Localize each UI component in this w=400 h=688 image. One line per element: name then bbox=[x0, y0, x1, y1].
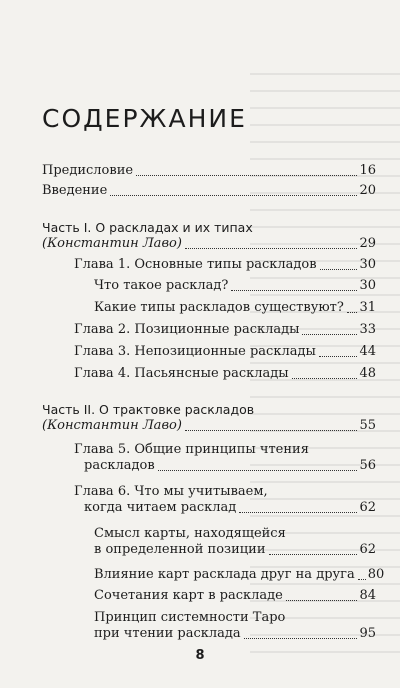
toc-entry-text: Глава 4. Пасьянсные расклады bbox=[74, 366, 289, 381]
toc-entry-text: Какие типы раскладов существуют? bbox=[94, 300, 344, 315]
leader-dots bbox=[347, 312, 358, 313]
toc-page-number: 62 bbox=[359, 500, 376, 515]
toc-entry-part2[interactable] bbox=[42, 402, 376, 434]
toc-entry-text-cont: раскладов bbox=[84, 458, 155, 473]
leader-dots bbox=[136, 175, 357, 176]
toc-part-author: (Константин Лаво) bbox=[42, 236, 182, 251]
toc-entry-text-cont: при чтении расклада bbox=[94, 626, 241, 641]
leader-dots bbox=[185, 430, 358, 431]
toc-page-number: 80 bbox=[367, 567, 385, 582]
toc-entry-ch6-s2[interactable] bbox=[94, 567, 385, 583]
toc-entry-ch1[interactable] bbox=[74, 257, 376, 273]
toc-entry-text: Предисловие bbox=[42, 163, 134, 178]
toc-entry-text: Принцип системности Таро bbox=[94, 610, 286, 625]
toc-page-number: 62 bbox=[359, 542, 376, 557]
leader-dots bbox=[244, 638, 358, 639]
toc-page-number: 16 bbox=[359, 163, 376, 178]
toc-entry-ch4[interactable] bbox=[74, 366, 376, 382]
toc-entry-text: Что такое расклад? bbox=[94, 278, 229, 293]
toc-entry-foreword[interactable] bbox=[42, 163, 376, 179]
toc-part-heading: Часть I. О раскладах и их типах bbox=[42, 220, 253, 235]
toc-page-number: 55 bbox=[359, 418, 376, 433]
leader-dots bbox=[302, 334, 357, 335]
toc-entry-ch6-s4[interactable] bbox=[94, 610, 376, 642]
toc-page-number: 56 bbox=[359, 458, 376, 473]
leader-dots bbox=[158, 470, 358, 471]
toc-entry-part1[interactable] bbox=[42, 220, 376, 252]
leader-dots bbox=[239, 512, 357, 513]
toc-part-author: (Константин Лаво) bbox=[42, 418, 182, 433]
toc-entry-text-cont: в определенной позиции bbox=[94, 542, 266, 557]
toc-entry-text: Глава 3. Непозиционные расклады bbox=[74, 344, 316, 359]
toc-entry-text: Глава 6. Что мы учитываем, bbox=[74, 484, 268, 499]
toc-entry-text-cont: когда читаем расклад bbox=[84, 500, 237, 515]
leader-dots bbox=[320, 269, 358, 270]
leader-dots bbox=[292, 378, 358, 379]
page-number: 8 bbox=[195, 648, 205, 663]
toc-page-number: 44 bbox=[359, 344, 376, 359]
toc-entry-ch1-s1[interactable] bbox=[94, 278, 376, 294]
toc-entry-text: Глава 1. Основные типы раскладов bbox=[74, 257, 317, 272]
toc-entry-ch1-s2[interactable] bbox=[94, 300, 376, 316]
leader-dots bbox=[231, 290, 357, 291]
toc-page-number: 20 bbox=[359, 183, 376, 198]
toc-page-number: 48 bbox=[359, 366, 376, 381]
page-title: СОДЕРЖАНИЕ bbox=[42, 104, 247, 133]
toc-page-number: 30 bbox=[359, 257, 376, 272]
toc-entry-ch6[interactable] bbox=[74, 484, 376, 516]
toc-entry-intro[interactable] bbox=[42, 183, 376, 199]
toc-page-number: 84 bbox=[359, 588, 376, 603]
toc-entry-text: Введение bbox=[42, 183, 108, 198]
toc-page-number: 30 bbox=[359, 278, 376, 293]
leader-dots bbox=[319, 356, 358, 357]
toc-entry-text: Глава 2. Позиционные расклады bbox=[74, 322, 300, 337]
toc-entry-ch3[interactable] bbox=[74, 344, 376, 360]
toc-page-number: 33 bbox=[359, 322, 376, 337]
toc-entry-ch6-s3[interactable] bbox=[94, 588, 376, 604]
toc-entry-text: Влияние карт расклада друг на друга bbox=[94, 567, 355, 582]
toc-entry-ch5[interactable] bbox=[74, 442, 376, 474]
leader-dots bbox=[358, 579, 366, 580]
leader-dots bbox=[110, 195, 357, 196]
toc-entry-text: Смысл карты, находящейся bbox=[94, 526, 286, 541]
toc-page-number: 29 bbox=[359, 236, 376, 251]
toc-page-number: 31 bbox=[359, 300, 376, 315]
toc-entry-ch6-s1[interactable] bbox=[94, 526, 376, 558]
leader-dots bbox=[286, 600, 358, 601]
leader-dots bbox=[269, 554, 358, 555]
toc-part-heading: Часть II. О трактовке раскладов bbox=[42, 402, 255, 417]
leader-dots bbox=[185, 248, 358, 249]
toc-entry-ch2[interactable] bbox=[74, 322, 376, 338]
toc-page-number: 95 bbox=[359, 626, 376, 641]
toc-entry-text: Сочетания карт в раскладе bbox=[94, 588, 283, 603]
toc-entry-text: Глава 5. Общие принципы чтения bbox=[74, 442, 309, 457]
